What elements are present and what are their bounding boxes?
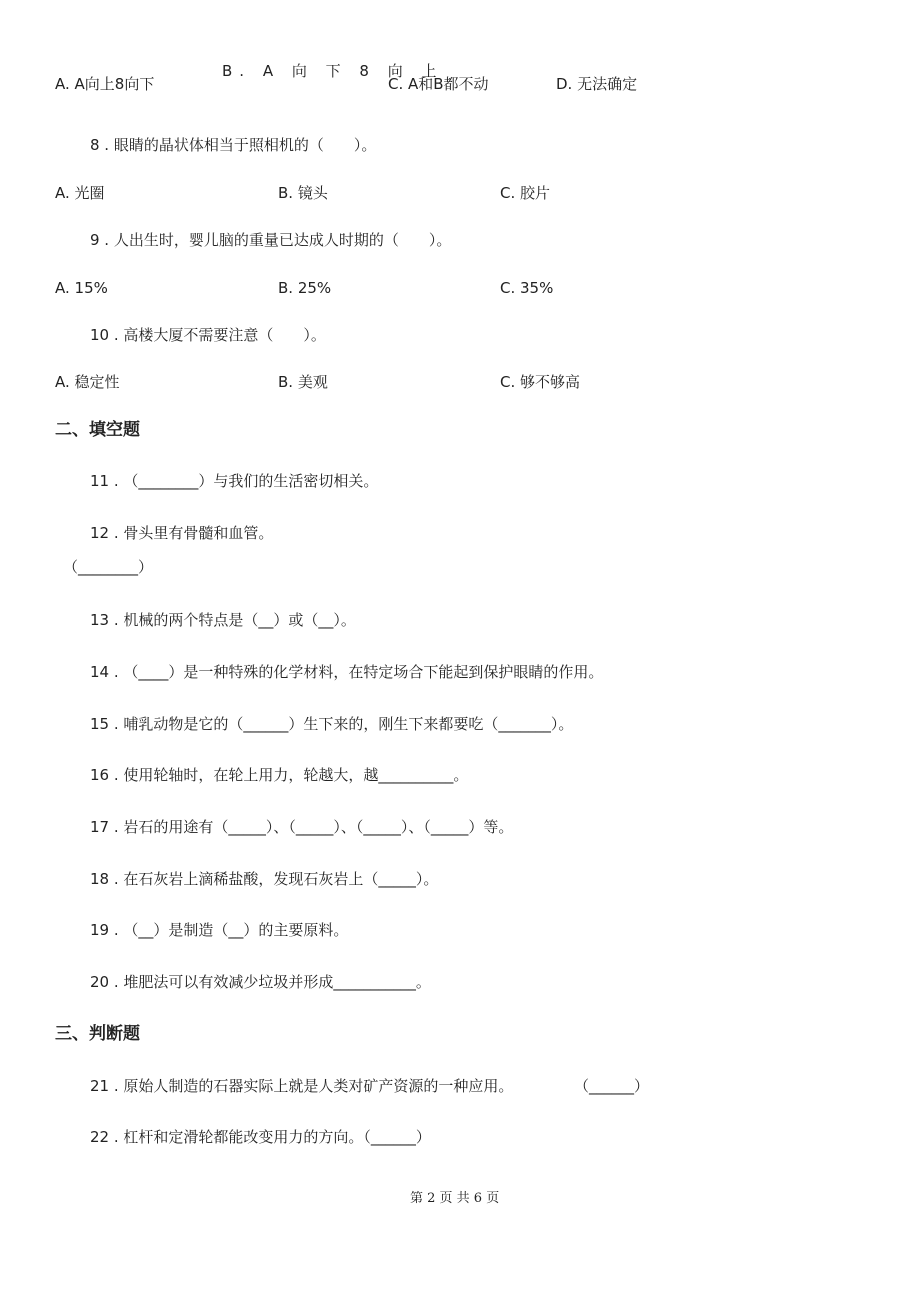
section-title-true-false: 三、判断题: [55, 1024, 140, 1044]
q8-option-a: A. 光圈: [55, 184, 105, 202]
q10-stem: 10 . 高楼大厦不需要注意（ ）。: [90, 326, 326, 344]
q19-text: 19 . （__）是制造（__）的主要原料。: [90, 921, 349, 939]
q21-blank: （______）: [574, 1077, 650, 1095]
section-title-fill-in: 二、填空题: [55, 420, 140, 440]
q17-text: 17 . 岩石的用途有（_____）、（_____）、（_____）、（_____）等。: [90, 818, 514, 836]
q16-text: 16 . 使用轮轴时，在轮上用力，轮越大，越__________。: [90, 766, 469, 784]
q7-option-c: C. A和B都不动: [388, 75, 489, 93]
q7-option-b: B. A 向 下 8 向 上: [222, 62, 444, 80]
q8-stem: 8 . 眼睛的晶状体相当于照相机的（ ）。: [90, 136, 377, 154]
q18-text: 18 . 在石灰岩上滴稀盐酸，发现石灰岩上（_____）。: [90, 870, 439, 888]
q13-text: 13 . 机械的两个特点是（__）或（__）。: [90, 611, 356, 629]
q12-blank: （________）: [63, 558, 154, 576]
q20-text: 20 . 堆肥法可以有效减少垃圾并形成___________。: [90, 973, 431, 991]
q9-option-a: A. 15%: [55, 279, 108, 297]
q11-text: 11 . （________）与我们的生活密切相关。: [90, 472, 379, 490]
q14-text: 14 . （____）是一种特殊的化学材料，在特定场合下能起到保护眼睛的作用。: [90, 663, 604, 681]
q7-option-a: A. A向上8向下: [55, 75, 155, 93]
q10-option-a: A. 稳定性: [55, 373, 120, 391]
q10-option-b: B. 美观: [278, 373, 328, 391]
q9-option-b: B. 25%: [278, 279, 332, 297]
q21-stem: 21 . 原始人制造的石器实际上就是人类对矿产资源的一种应用。: [90, 1077, 514, 1095]
q7-option-d: D. 无法确定: [556, 75, 638, 93]
q10-option-c: C. 够不够高: [500, 373, 581, 391]
q9-option-c: C. 35%: [500, 279, 554, 297]
q15-text: 15 . 哺乳动物是它的（______）生下来的，刚生下来都要吃（_______）。: [90, 715, 574, 733]
q22-text: 22 . 杠杆和定滑轮都能改变用力的方向。（______）: [90, 1128, 431, 1146]
q9-stem: 9 . 人出生时，婴儿脑的重量已达成人时期的（ ）。: [90, 231, 452, 249]
q8-option-c: C. 胶片: [500, 184, 551, 202]
page-number: 第 2 页 共 6 页: [410, 1191, 500, 1206]
q12-stem: 12 . 骨头里有骨髓和血管。: [90, 524, 274, 542]
q8-option-b: B. 镜头: [278, 184, 328, 202]
